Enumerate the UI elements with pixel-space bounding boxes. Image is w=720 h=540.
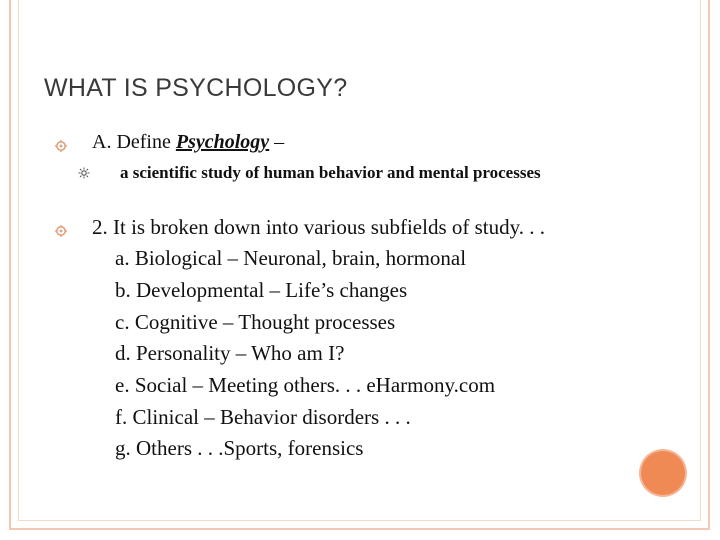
point-a-suffix: –: [269, 131, 285, 153]
slide-title: WHAT IS PSYCHOLOGY?: [44, 74, 348, 102]
gear-bullet-icon: [55, 140, 67, 152]
subfield-item: e. Social – Meeting others. . . eHarmony.com: [115, 373, 496, 397]
point-a-line: [92, 131, 284, 154]
subfield-item: f. Clinical – Behavior disorders . . .: [115, 405, 411, 429]
sun-bullet-icon: [78, 167, 90, 179]
subfield-item: b. Developmental – Life’s changes: [115, 278, 408, 302]
psychology-term: Psychology: [175, 131, 270, 153]
point-a-prefix: A. Define: [92, 131, 176, 153]
decorative-circle: [641, 451, 685, 495]
point-2-text: 2. It is broken down into various subfields of study. . .: [92, 215, 546, 239]
definition-text: a scientific study of human behavior and mental processes: [120, 163, 541, 182]
subfield-item: g. Others . . .Sports, forensics: [115, 436, 364, 460]
subfield-item: c. Cognitive – Thought processes: [115, 310, 396, 334]
gear-bullet-icon: [55, 225, 67, 237]
subfield-item: a. Biological – Neuronal, brain, hormonal: [115, 246, 467, 270]
subfield-item: d. Personality – Who am I?: [115, 341, 345, 365]
